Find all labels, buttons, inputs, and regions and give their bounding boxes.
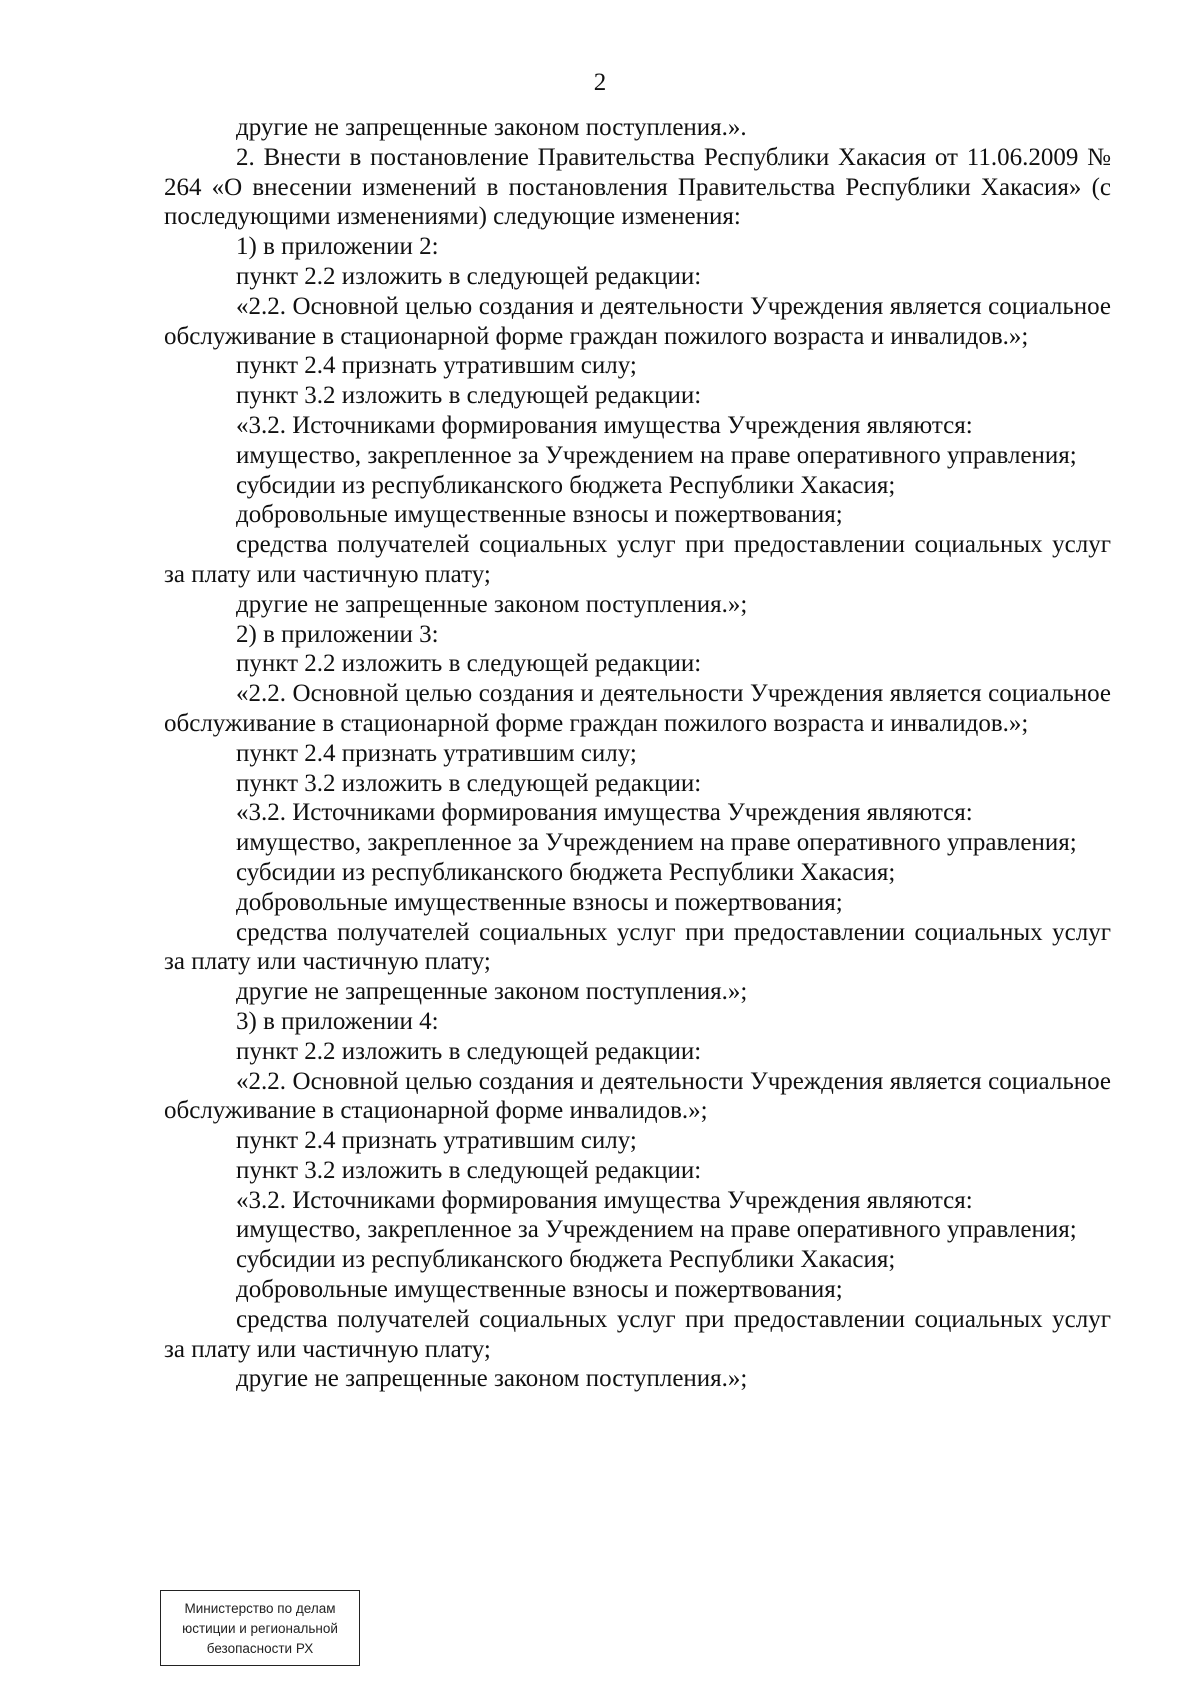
- stamp-line: Министерство по делам: [184, 1601, 336, 1616]
- stamp-line: безопасности РХ: [206, 1641, 314, 1656]
- page-number: 2: [593, 69, 607, 96]
- paragraph: субсидии из республиканского бюджета Республики Хакасия;: [236, 858, 896, 886]
- paragraph: другие не запрещенные законом поступления.»;: [236, 590, 748, 618]
- paragraph: пункт 2.4 признать утратившим силу;: [236, 739, 637, 767]
- paragraph: «2.2. Основной целью создания и деятельности Учреждения является социальное обслуживание в стационарной форме инвалидов.»;: [164, 1067, 1111, 1125]
- paragraph: имущество, закрепленное за Учреждением на праве оперативного управления;: [236, 829, 1077, 857]
- paragraph: имущество, закрепленное за Учреждением на праве оперативного управления;: [236, 441, 1077, 469]
- paragraph: «3.2. Источниками формирования имущества Учреждения являются:: [236, 799, 973, 827]
- paragraph: добровольные имущественные взносы и пожертвования;: [236, 1276, 843, 1304]
- paragraph: пункт 2.2 изложить в следующей редакции:: [236, 1037, 702, 1065]
- paragraph: пункт 2.4 признать утратившим силу;: [236, 1127, 637, 1155]
- registration-stamp: [160, 1590, 360, 1666]
- paragraph: добровольные имущественные взносы и пожертвования;: [236, 501, 843, 529]
- paragraph: другие не запрещенные законом поступления.»;: [236, 1365, 748, 1393]
- document-body: [164, 113, 1111, 1394]
- paragraph: пункт 3.2 изложить в следующей редакции:: [236, 382, 702, 410]
- paragraph: пункт 2.2 изложить в следующей редакции:: [236, 262, 702, 290]
- stamp-line: юстиции и региональной: [182, 1621, 338, 1636]
- paragraph: средства получателей социальных услуг при предоставлении социальных услуг за плату или частичную плату;: [164, 918, 1111, 976]
- paragraph: 2. Внести в постановление Правительства Республики Хакасия от 11.06.2009 № 264 «О внесении изменений в постановления Правительства Республики Хакасия» (с последующими изменениями) следующие изменения:: [164, 143, 1111, 231]
- paragraph: 3) в приложении 4:: [236, 1007, 439, 1035]
- paragraph: «2.2. Основной целью создания и деятельности Учреждения является социальное обслуживание в стационарной форме граждан пожилого возраста и инвалидов.»;: [164, 680, 1111, 737]
- paragraph: 2) в приложении 3:: [236, 620, 439, 648]
- paragraph: пункт 3.2 изложить в следующей редакции:: [236, 1156, 702, 1184]
- paragraph: средства получателей социальных услуг при предоставлении социальных услуг за плату или частичную плату;: [164, 1305, 1111, 1363]
- paragraph: «3.2. Источниками формирования имущества Учреждения являются:: [236, 1186, 973, 1214]
- paragraph: субсидии из республиканского бюджета Республики Хакасия;: [236, 471, 896, 499]
- paragraph: пункт 3.2 изложить в следующей редакции:: [236, 769, 702, 797]
- paragraph: 1) в приложении 2:: [236, 233, 439, 261]
- paragraph: субсидии из республиканского бюджета Республики Хакасия;: [236, 1246, 896, 1274]
- paragraph: другие не запрещенные законом поступления.».: [236, 114, 747, 141]
- paragraph: пункт 2.2 изложить в следующей редакции:: [236, 650, 702, 678]
- paragraph: средства получателей социальных услуг при предоставлении социальных услуг за плату или частичную плату;: [164, 531, 1111, 588]
- paragraph: «2.2. Основной целью создания и деятельности Учреждения является социальное обслуживание в стационарной форме граждан пожилого возраста и инвалидов.»;: [164, 292, 1111, 350]
- paragraph: имущество, закрепленное за Учреждением на праве оперативного управления;: [236, 1216, 1077, 1244]
- paragraph: «3.2. Источниками формирования имущества Учреждения являются:: [236, 411, 973, 439]
- paragraph: пункт 2.4 признать утратившим силу;: [236, 352, 637, 380]
- paragraph: добровольные имущественные взносы и пожертвования;: [236, 888, 843, 916]
- paragraph: другие не запрещенные законом поступления.»;: [236, 978, 748, 1006]
